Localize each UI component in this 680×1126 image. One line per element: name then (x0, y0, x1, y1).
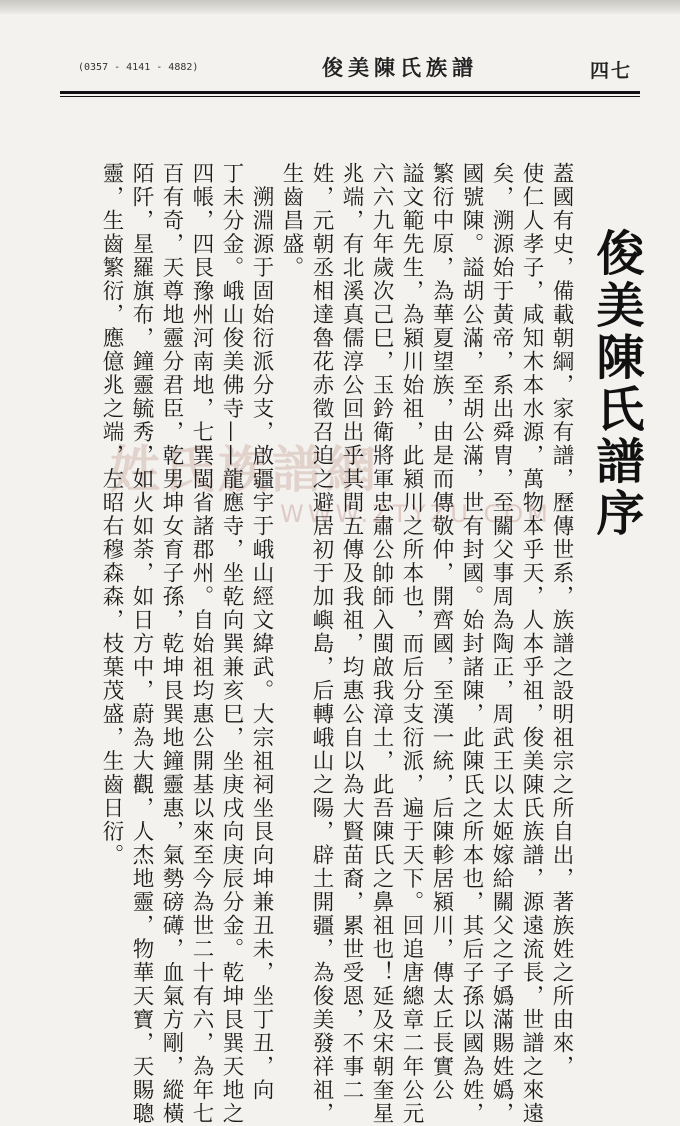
text-column: 六六九年歲次己巳，玉鈐衛將軍忠肅公帥師入閩啟我漳土，此吾陳氏之鼻祖也！延及宋朝奎星 (369, 162, 394, 1126)
text-column: 使仁人孝子，咸知木本水源，萬物本乎天，人本乎祖，俊美陳氏族譜，源遠流長，世譜之來遠 (519, 162, 544, 1126)
text-column: 矣，溯源始于黃帝，系出舜胄，至關父事周為陶正，周武王以太姬嫁給關父之子嬀滿賜姓嬀， (489, 162, 514, 1126)
article-heading: 俊美陳氏譜序 (588, 228, 644, 540)
text-column: 靈，生齒繁衍，應億兆之端，左昭右穆森森，枝葉茂盛，生齒日衍。 (99, 162, 124, 867)
text-column: 姓，元朝丞相達魯花赤徵召迫之避居初于加嶼島，后轉峨山之陽，辟土開疆，為俊美發祥祖， (309, 162, 334, 1126)
text-column: 國號陳。謚胡公滿，至胡公滿，世有封國。始封諸陳，此陳氏之所本也，其后子孫以國為姓， (459, 162, 484, 1126)
watermark: 姓氏族譜網 (110, 441, 380, 499)
text-column: 陌阡，星羅旗布，鐘靈毓秀，如火如荼，如日方中，蔚為大觀，人杰地靈，物華天寶，天賜聰 (129, 162, 154, 1126)
header-rule-thin (60, 96, 640, 97)
text-column: 兆端，有北溪真儒淳公回出乎其間五傳及我祖，均惠公自以為大賢苗裔，累世受恩，不事二 (339, 162, 364, 1102)
text-column: 百有奇，天尊地靈分君臣，乾男坤女育子孫，乾坤艮巽地鐘靈惠，氣勢磅礡，血氣方剛，縱橫 (159, 162, 184, 1126)
text-column: 四帳，四艮豫州河南地，七巽閩省諸郡州。自始祖均惠公開基以來至今為世二十有六，為年七 (189, 162, 214, 1126)
text-column: 繁衍中原，為華夏望族，由是而傳敬仲，開齊國，至漢一統，后陳軫居潁川，傳太丘長實公 (429, 162, 454, 1102)
text-column: 丁未分金。峨山俊美佛寺——龍應寺，坐乾向巽兼亥巳，坐庚戌向庚辰分金。乾坤艮巽天地之 (219, 162, 244, 1126)
header-title: 俊美陳氏族譜 (322, 55, 478, 80)
text-column: 生齒昌盛。 (279, 162, 304, 280)
header-rule-thick (60, 91, 640, 94)
text-column: 蓋國有史，備載朝綱，家有譜，歷傳世系，族譜之設明祖宗之所自出，著族姓之所由來， (549, 162, 574, 1079)
page-number: 四七 (589, 60, 632, 82)
phone-number: (0357 - 4141 - 4882) (78, 62, 199, 73)
scan-edge (0, 0, 680, 14)
running-header (60, 50, 640, 88)
text-column: 溯淵源于固始衍派分支，啟疆宇于峨山經文緯武。大宗祖祠坐艮向坤兼丑未，坐丁丑，向 (249, 162, 274, 1102)
watermark-url: WWW.ZTYZU.COM (280, 500, 552, 528)
text-column: 謚文範先生，為潁川始祖，此潁川之所本也，而后分支衍派，遍于天下。回追唐總章二年公元 (399, 162, 424, 1126)
